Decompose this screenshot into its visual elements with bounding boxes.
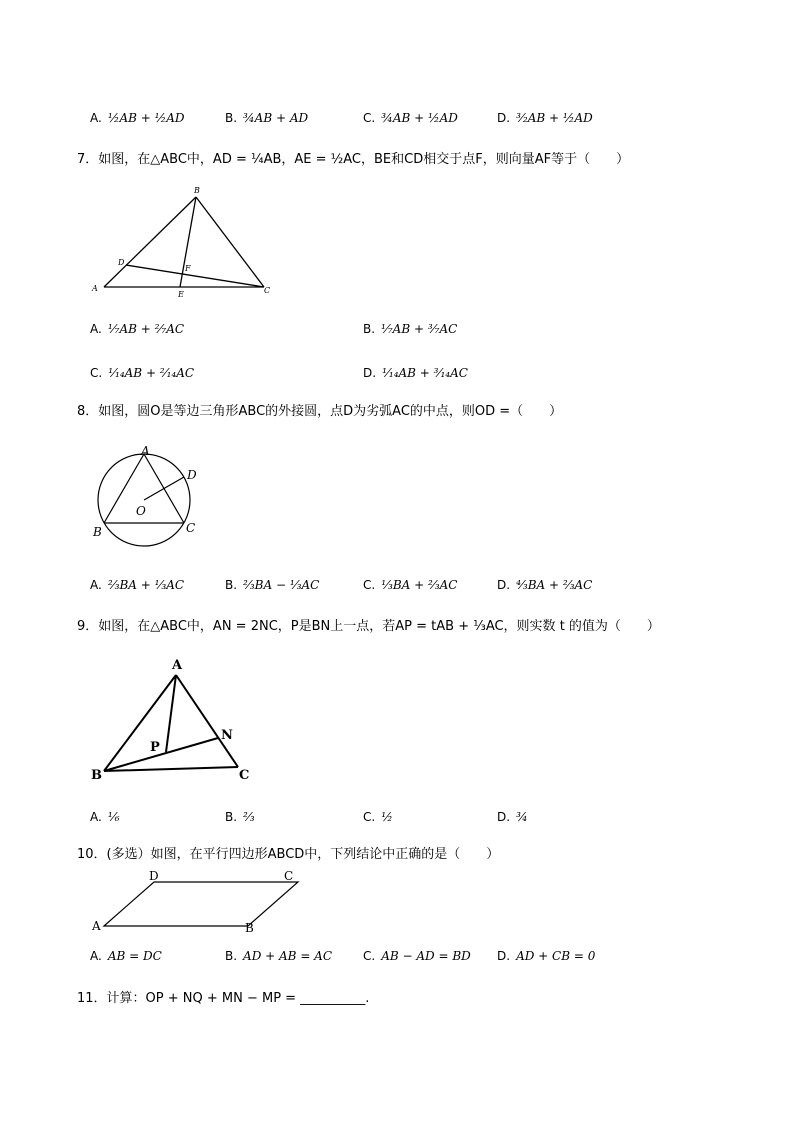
q7-option-b: B. ¹⁄₇AB + ³⁄₇AC	[363, 322, 458, 336]
q7-option-c: C. ¹⁄₁₄AB + ²⁄₁₄AC	[90, 366, 195, 380]
q8-option-d: D. ⁴⁄₃BA + ⅔AC	[497, 578, 593, 592]
q7-stem: 7．如图，在△ABC中，AD = ¼AB，AE = ½AC，BE和CD相交于点F，则向量AF等于（ ）	[77, 152, 630, 167]
q8-label-c: C	[186, 521, 196, 535]
q10-option-a: A. AB = DC	[90, 949, 162, 963]
q7-label-e: E	[178, 290, 184, 299]
q7-label-a: A	[92, 284, 98, 293]
q6-option-b: B. ¾AB + AD	[225, 111, 309, 125]
q9-option-d: D. ¾	[497, 810, 528, 824]
q8-label-b: B	[93, 525, 102, 539]
q10-stem: 10．(多选）如图，在平行四边形ABCD中，下列结论中正确的是（ ）	[77, 847, 500, 862]
q9-option-a: A. ⅙	[90, 810, 120, 824]
q8-option-c: C. ⅓BA + ⅔AC	[363, 578, 458, 592]
q6-option-c: C. ¾AB + ½AD	[363, 111, 458, 125]
q10-label-a: A	[92, 919, 101, 933]
q7-label-b: B	[194, 186, 200, 195]
q8-label-d: D	[187, 468, 197, 482]
q10-label-c: C	[284, 869, 294, 883]
q8-stem: 8．如图，圆O是等边三角形ABC的外接圆，点D为劣弧AC的中点，则OD =（ ）	[77, 404, 563, 419]
q8-option-a: A. ⅔BA + ⅓AC	[90, 578, 185, 592]
q8-label-o: O	[136, 504, 146, 518]
q7-label-c: C	[264, 286, 271, 295]
q10-option-b: B. AD + AB = AC	[225, 949, 333, 963]
q11-stem: 11．计算：OP + NQ + MN − MP = __________.	[77, 991, 370, 1006]
q9-label-c: C	[239, 768, 250, 783]
q7-label-f: F	[185, 264, 191, 273]
q9-label-p: P	[150, 740, 160, 755]
q7-label-d: D	[118, 258, 125, 267]
q9-label-a: A	[172, 658, 183, 673]
q10-option-d: D. AD + CB = 0	[497, 949, 596, 963]
q10-label-d: D	[149, 869, 159, 883]
q9-option-c: C. ½	[363, 810, 393, 824]
q8-option-b: B. ⅔BA − ⅓AC	[225, 578, 320, 592]
q9-figure	[88, 655, 258, 785]
q6-option-d: D. ³⁄₂AB + ½AD	[497, 111, 593, 125]
q10-option-c: C. AB − AD = BD	[363, 949, 471, 963]
q7-figure	[88, 183, 278, 301]
q6-option-a: A. ½AB + ½AD	[90, 111, 185, 125]
q8-figure	[88, 443, 208, 555]
q10-label-b: B	[245, 921, 254, 935]
q8-label-a: A	[141, 444, 150, 458]
q7-option-a: A. ¹⁄₇AB + ²⁄₇AC	[90, 322, 185, 336]
q10-figure	[88, 866, 308, 936]
q9-option-b: B. ⅔	[225, 810, 255, 824]
q9-stem: 9．如图，在△ABC中，AN = 2NC，P是BN上一点，若AP = tAB + ⅓AC，则实数 t 的值为（ ）	[77, 619, 660, 634]
q9-label-b: B	[91, 768, 102, 783]
q7-option-d: D. ¹⁄₁₄AB + ³⁄₁₄AC	[363, 366, 468, 380]
q9-label-n: N	[221, 728, 233, 743]
